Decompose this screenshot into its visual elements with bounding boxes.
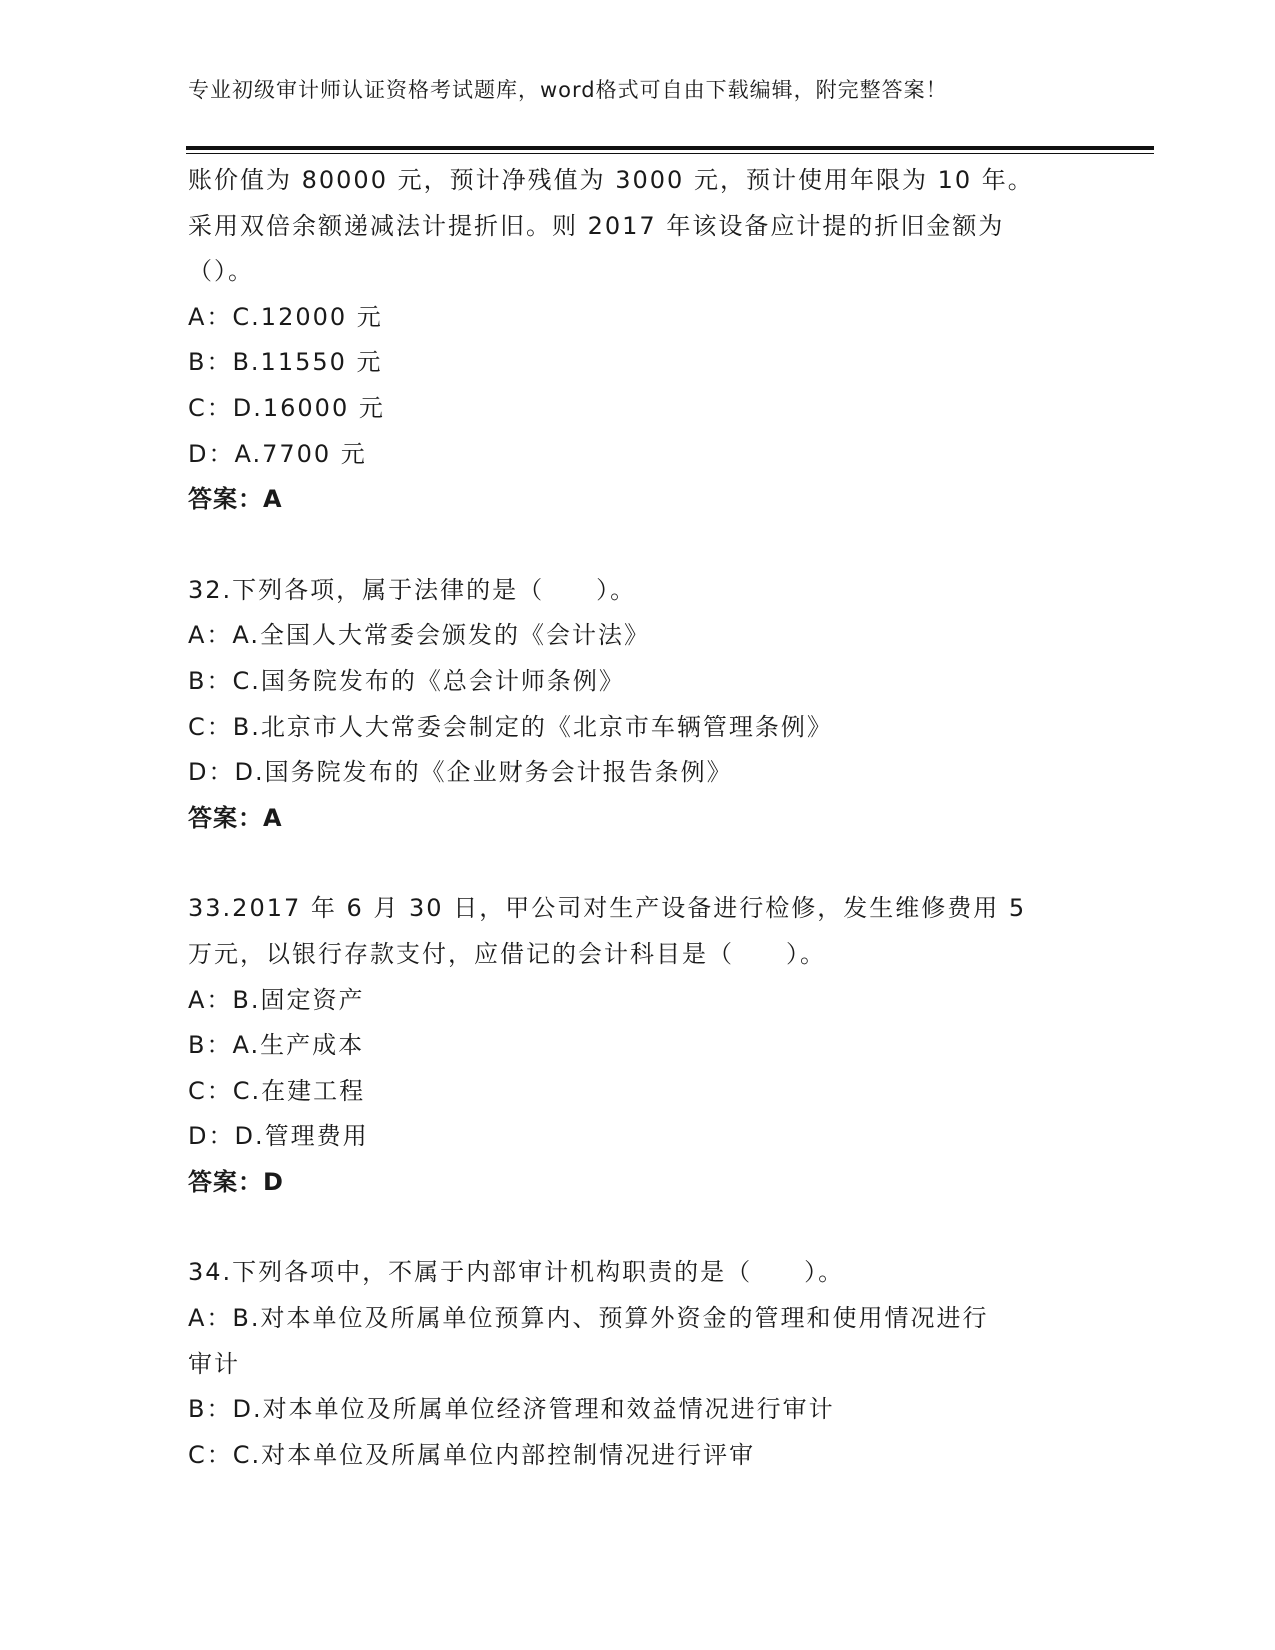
option-c: C：D.16000 元 (188, 393, 385, 422)
option-c: C：C.对本单位及所属单位内部控制情况进行评审 (188, 1440, 756, 1469)
question-stem-line: 万元，以银行存款支付，应借记的会计科目是（ ）。 (188, 939, 826, 968)
question-stem-line: 账价值为 80000 元，预计净残值为 3000 元，预计使用年限为 10 年。 (188, 166, 1034, 194)
option-a: A：B.固定资产 (188, 985, 365, 1014)
spacer (188, 1205, 1108, 1250)
option-b: B：B.11550 元 (188, 348, 383, 377)
question-stem-line: 32.下列各项，属于法律的是（ ）。 (188, 575, 637, 604)
question-32 (188, 568, 1108, 842)
answer-line: 答案：A (188, 803, 283, 832)
question-31 (188, 158, 1108, 523)
answer-line: 答案：D (188, 1167, 284, 1196)
option-b: B：D.对本单位及所属单位经济管理和效益情况进行审计 (188, 1395, 835, 1424)
spacer (188, 523, 1108, 568)
question-stem-line: （）。 (188, 257, 254, 286)
option-b: B：A.生产成本 (188, 1031, 365, 1060)
option-a: A：B.对本单位及所属单位预算内、预算外资金的管理和使用情况进行 (188, 1304, 989, 1333)
header-rule-thick (186, 146, 1154, 150)
question-34 (188, 1250, 1108, 1478)
question-stem-line: 34.下列各项中，不属于内部审计机构职责的是（ ）。 (188, 1258, 845, 1287)
option-a: A：A.全国人大常委会颁发的《会计法》 (188, 621, 651, 650)
question-stem-line: 采用双倍余额递减法计提折旧。则 2017 年该设备应计提的折旧金额为 (188, 211, 1005, 240)
page-header: 专业初级审计师认证资格考试题库，word格式可自由下载编辑，附完整答案！ (188, 78, 948, 102)
option-c: C：B.北京市人大常委会制定的《北京市车辆管理条例》 (188, 712, 833, 741)
option-b: B：C.国务院发布的《总会计师条例》 (188, 666, 625, 695)
option-c: C：C.在建工程 (188, 1076, 366, 1105)
question-stem-line: 33.2017 年 6 月 30 日，甲公司对生产设备进行检修，发生维修费用 5 (188, 894, 1027, 923)
option-a-continued: 审计 (188, 1349, 240, 1378)
option-d: D：A.7700 元 (188, 439, 367, 468)
header-rule-thin (186, 153, 1154, 154)
answer-line: 答案：A (188, 485, 283, 514)
question-33 (188, 886, 1108, 1205)
document-body (188, 158, 1108, 1478)
spacer (188, 841, 1108, 886)
option-d: D：D.管理费用 (188, 1122, 369, 1151)
option-d: D：D.国务院发布的《企业财务会计报告条例》 (188, 758, 733, 787)
option-a: A：C.12000 元 (188, 302, 383, 331)
